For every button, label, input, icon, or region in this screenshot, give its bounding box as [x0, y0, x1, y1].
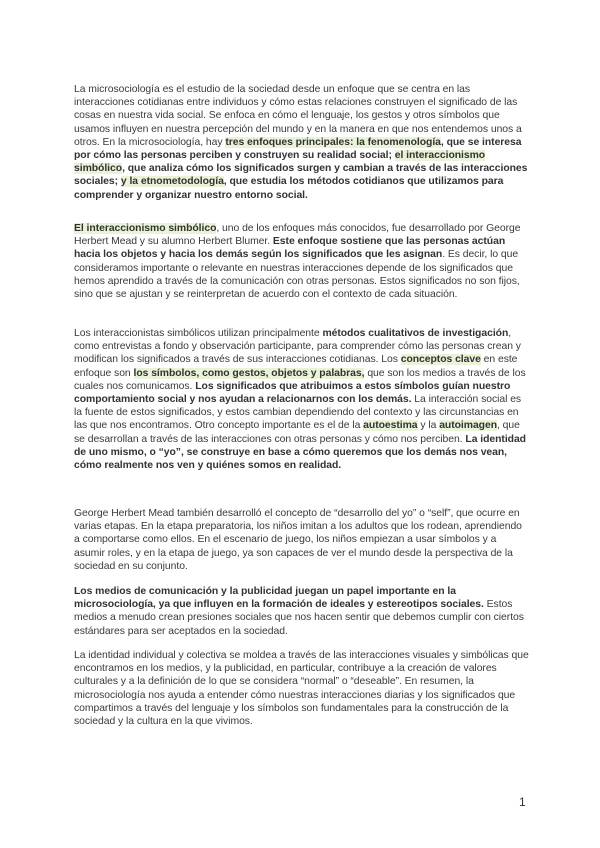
text-segment: La microsociología es el estudio de la sociedad desde un enfoque que se centra en las interacciones cotidianas entre individuos y cómo estas relaciones construyen el significado de las cosas en nuestra vida social. Se enfoca en cómo el lenguaje, los gestos y otros símbolos que usamos influyen en nuestra percepción del mundo y en la manera en que nos entendemos unos a otros. En la microsociología, hay	[74, 84, 522, 148]
text-segment: , como entrevistas a fondo y observación participante, para comprender cómo las personas crean y modifican los significados a través de sus interacciones cotidianas. Los	[74, 328, 521, 366]
text-segment: Los interaccionistas simbólicos utilizan principalmente	[74, 328, 323, 339]
bold-text: Este enfoque sostiene que las personas actúan hacia los objetos y hacia los demás según los significados que les asignan	[74, 236, 506, 261]
text-segment: , uno de los enfoques más conocidos, fue desarrollado por George Herbert Mead y su alumno Herbert Blumer.	[74, 223, 521, 248]
page-number: 1	[519, 795, 526, 809]
highlighted-term: autoimagen	[439, 420, 497, 432]
paragraph-interaccionismo	[74, 222, 529, 301]
bold-text: , que analiza cómo los significados surgen y cambian a través de las interacciones sociales;	[74, 163, 528, 188]
highlighted-term: tres enfoques principales: la fenomenología	[225, 136, 441, 148]
text-segment: en este enfoque son	[74, 354, 518, 379]
highlighted-term: y la etnometodología	[120, 176, 224, 188]
bold-text: La identidad de uno mismo, o “yo”, se construye en base a cómo queremos que los demás nos vean, cómo realmente nos ven y quiénes somos en realidad.	[74, 433, 526, 472]
highlighted-term: El interaccionismo simbólico	[74, 223, 217, 234]
highlighted-term: autoestima	[363, 420, 418, 432]
text-segment: George Herbert Mead también desarrolló el concepto de “desarrollo del yo” o “self”, que ocurre en varias etapas. En la etapa preparatoria, los niños imitan a los adultos que los rodean, aprendiendo a comportarse como ellos. En el escenario de juego, los niños empiezan a usar símbolos y a asumir roles, y en la etapa de juego, ya son capaces de ver el mundo desde la perspectiva de la sociedad en su conjunto.	[74, 508, 522, 572]
bold-text: Los medios de comunicación y la publicidad juegan un papel importante en la microsociología, ya que influyen en la formación de ideales y estereotipos sociales.	[74, 586, 484, 611]
paragraph-identidad	[74, 649, 529, 728]
highlighted-term: los símbolos, como gestos, objetos y palabras,	[133, 367, 365, 379]
text-segment: La identidad individual y colectiva se moldea a través de las interacciones visuales y simbólicas que encontramos en los medios, y la publicidad, en particular, contribuye a la creación de valores culturales y a la definición de lo que se considera “normal” o “deseable”. En resumen, la microsociología nos ayuda a entender cómo nuestras interacciones diarias y los significados que compartimos a través del lenguaje y los símbolos son fundamentales para la construcción de la sociedad y la cultura en la que vivimos.	[74, 650, 529, 728]
bold-text: métodos cualitativos de investigación	[322, 328, 509, 339]
bold-text: , que se interesa por cómo las personas perciben y construyen su realidad social;	[74, 136, 522, 162]
text-segment: . Es decir, lo que consideramos importante o relevante en nuestras interacciones depende de los significados que hemos aprendido a través de la comunicación con otras personas. Estos significados no son fijos, sino que se ajustan y se reinterpretan de acuerdo con el contexto de cada situación.	[74, 249, 520, 301]
bold-text: Los significados que atribuimos a estos símbolos guían nuestro comportamiento social y nos ayudan a relacionarnos con los demás.	[74, 380, 511, 406]
paragraph-mead	[74, 507, 529, 573]
text-segment: que son los medios a través de los cuales nos comunicamos.	[74, 367, 526, 392]
paragraph-metodos	[74, 327, 529, 472]
highlighted-term: conceptos clave	[400, 354, 481, 366]
paragraph-medios	[74, 585, 529, 638]
paragraph-intro	[74, 83, 529, 202]
bold-text: , que estudia los métodos cotidianos que utilizamos para comprender y organizar nuestro entorno social.	[74, 176, 504, 201]
text-segment: La interacción social es la fuente de estos significados, y estos cambian dependiendo del contexto y las circunstancias en las que nos encontramos. Otro concepto importante es el de la	[74, 394, 522, 432]
text-segment: , que se desarrollan a través de las interacciones con otras personas y cómo nos perciben.	[74, 420, 520, 445]
text-segment: Estos medios a menudo crean presiones sociales que nos hacen sentir que debemos cumplir con ciertos estándares para ser aceptados en la sociedad.	[74, 599, 524, 637]
text-segment: y la	[417, 420, 440, 432]
highlighted-term: el interaccionismo simbólico	[74, 150, 486, 175]
